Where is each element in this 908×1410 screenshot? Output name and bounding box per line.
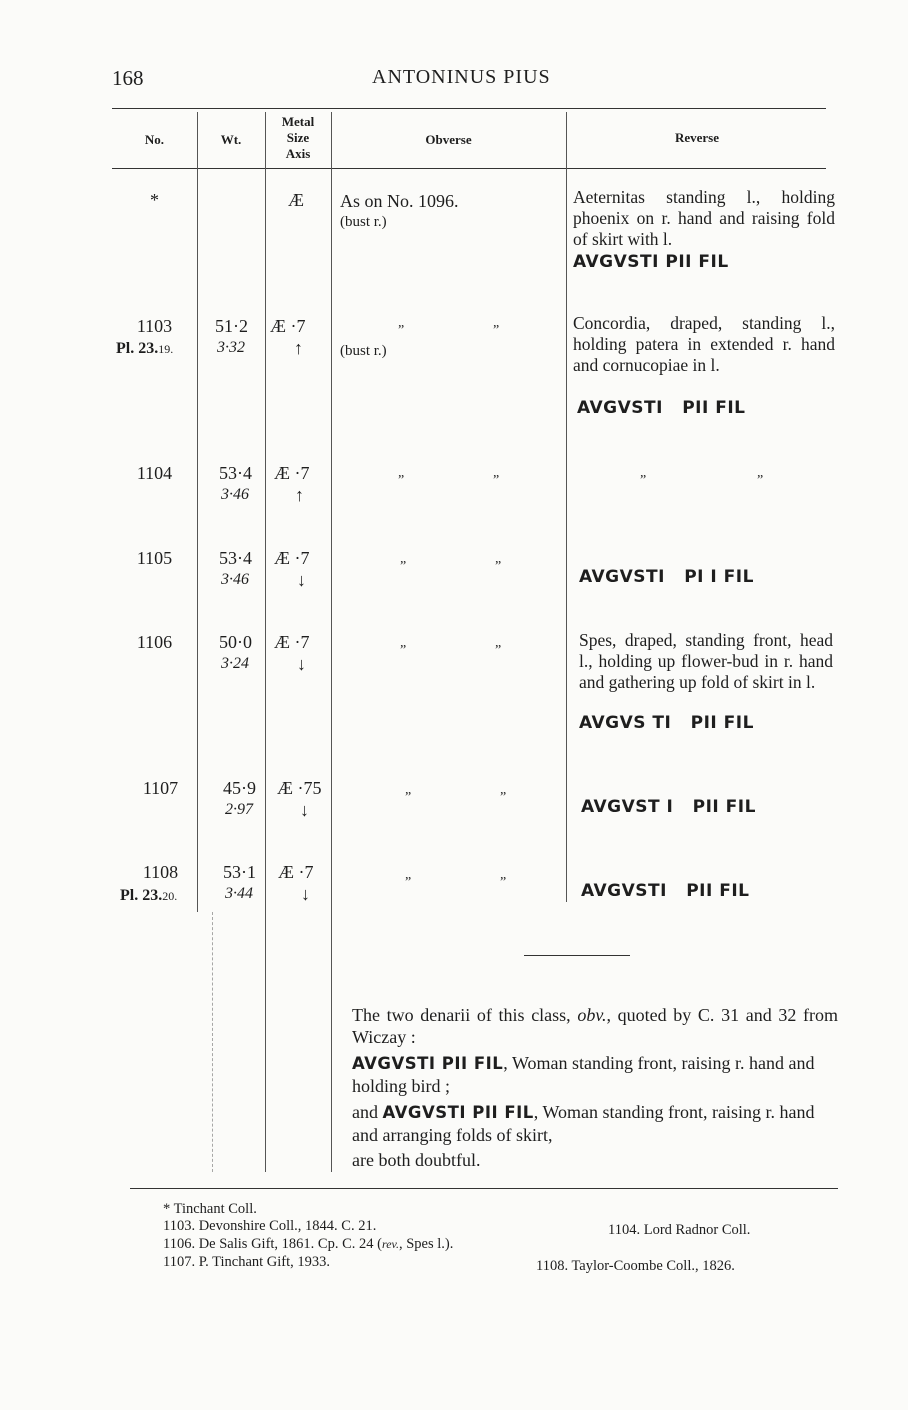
plate-sub: 19. [158,342,174,356]
header-wt: Wt. [220,132,242,147]
row-obverse-ditto: ” [500,875,507,890]
running-head: ANTONINUS PIUS [372,66,551,88]
note-paragraph-3 [352,1101,842,1146]
header-reverse: Reverse [674,130,720,145]
row-reverse-legend: AVGVS TI PII FIL [579,713,754,733]
row-obverse-ditto: ” [495,643,502,658]
footnote-rev: rev. [381,1237,399,1251]
row-obverse-ditto: ” [400,643,407,658]
row-weight: 53·1 [223,862,256,882]
plate-number: 23. [142,887,163,904]
row-obverse-ditto: ” [398,323,405,338]
col-divider-2 [265,112,266,1172]
note-and: and [352,1102,378,1122]
note-text: , Woman standing front, raising r. hand and holding bird ; [352,1053,815,1096]
row-no: 1107 [142,778,179,798]
row-reverse-legend: AVGVSTI PII FIL [581,881,750,901]
note-legend: AVGVSTI PII FIL [352,1054,504,1073]
row-weight: 53·4 [219,548,252,568]
row-axis-arrow: ↓ [297,654,306,674]
footnote-rule [130,1188,838,1189]
row-metal: Æ ·7 [274,632,310,652]
row-metal: Æ ·7 [270,316,306,336]
row-weight: 53·4 [219,463,252,483]
page-number: 168 [112,66,144,90]
row-reverse-desc: Concordia, draped, standing l., holding patera in extended r. hand and cornucopiae in l. [573,313,835,375]
row-metal: Æ ·7 [274,463,310,483]
row-no: 1108 [142,862,179,882]
row-no: 1103 [136,316,173,336]
row-no: 1105 [136,548,173,568]
plate-reference [120,885,177,907]
note-obv: obv. [577,1005,607,1025]
footnote-1: * Tinchant Coll. [163,1201,257,1217]
header-metal-size-axis [265,114,331,162]
note-paragraph-4: are both doubtful. [352,1150,481,1170]
row-weight-grams: 3·44 [225,885,253,902]
row-reverse-legend: AVGVST I PII FIL [581,797,756,817]
header-metal: Metal [281,114,315,129]
row-axis-arrow: ↓ [300,800,309,820]
row-weight-grams: 2·97 [225,801,253,818]
row-no: 1106 [136,632,173,652]
row-obverse-ditto: ” [405,875,412,890]
footnote-text: , Spes l.). [398,1236,454,1252]
row-axis-arrow: ↓ [297,570,306,590]
row-reverse-legend: AVGVSTI PII FIL [573,252,729,272]
row-metal: Æ ·75 [277,778,322,798]
plate-reference [116,338,173,360]
row-obverse-ditto: ” [398,473,405,488]
col-divider-0b [212,912,213,1172]
row-axis-arrow: ↑ [295,485,304,505]
plate-sub: 20. [162,889,178,903]
footnote-1108: 1108. Taylor-Coombe Coll., 1826. [536,1258,735,1274]
table-top-rule [112,108,826,109]
footnote-text: 1106. De Salis Gift, 1861. Cp. C. 24 ( [163,1236,382,1252]
footnote-1104: 1104. Lord Radnor Coll. [608,1222,751,1238]
row-weight-grams: 3·46 [221,571,249,588]
row-obverse-ditto: ” [405,790,412,805]
note-text: , Woman standing front, raising r. hand and arranging folds of skirt, [352,1102,815,1145]
row-metal: Æ ·7 [274,548,310,568]
header-no: No. [144,132,165,147]
row-weight-grams: 3·32 [217,339,245,356]
row-reverse-legend: AVGVSTI PI I FIL [579,567,754,587]
row-obverse-ditto: ” [493,473,500,488]
row-weight-grams: 3·46 [221,486,249,503]
row-obverse: As on No. 1096. [340,191,459,211]
row-obverse-ditto: ” [495,559,502,574]
row-obverse-ditto: ” [500,790,507,805]
col-divider-3 [331,112,332,1172]
note-paragraph-2 [352,1052,838,1097]
row-weight: 51·2 [215,316,248,336]
row-weight: 50·0 [219,632,252,652]
plate-number: 23. [138,340,159,357]
note-paragraph-1 [352,1004,838,1048]
footnote-1106 [163,1236,453,1253]
col-divider-4 [566,112,567,902]
row-weight: 45·9 [223,778,256,798]
table-header-rule [112,168,826,169]
row-reverse-desc: Aeternitas standing l., holding phoenix on r. hand and raising fold of skirt with l. [573,187,835,249]
header-axis: Axis [285,146,311,161]
row-reverse-legend: AVGVSTI PII FIL [577,398,746,418]
note-text: The two denarii of this class, [352,1005,571,1025]
row-obverse-bust: (bust r.) [340,343,387,359]
note-legend: AVGVSTI PII FIL [382,1103,534,1122]
row-obverse-ditto: ” [493,323,500,338]
row-obverse-bust: (bust r.) [340,214,387,230]
row-axis-arrow: ↑ [294,338,303,358]
plate-label: Pl. [116,340,135,357]
header-size: Size [286,130,310,145]
row-reverse-ditto: ” [757,473,764,488]
row-no: * [150,190,159,210]
footnote-1103: 1103. Devonshire Coll., 1844. C. 21. [163,1218,377,1234]
row-metal: Æ ·7 [278,862,314,882]
row-weight-grams: 3·24 [221,655,249,672]
row-metal: Æ [288,190,305,210]
row-obverse-ditto: ” [400,559,407,574]
footnote-1107: 1107. P. Tinchant Gift, 1933. [163,1254,331,1270]
section-separator [524,955,630,956]
row-reverse-ditto: ” [640,473,647,488]
row-axis-arrow: ↓ [301,884,310,904]
note-text: , quoted by C. 31 and 32 from Wiczay : [352,1005,839,1047]
header-obverse: Obverse [425,132,472,147]
row-reverse-desc: Spes, draped, standing front, head l., holding up flower-bud in r. hand and gathering up fold of skirt in l. [579,630,833,692]
plate-label: Pl. [120,887,139,904]
row-no: 1104 [136,463,173,483]
